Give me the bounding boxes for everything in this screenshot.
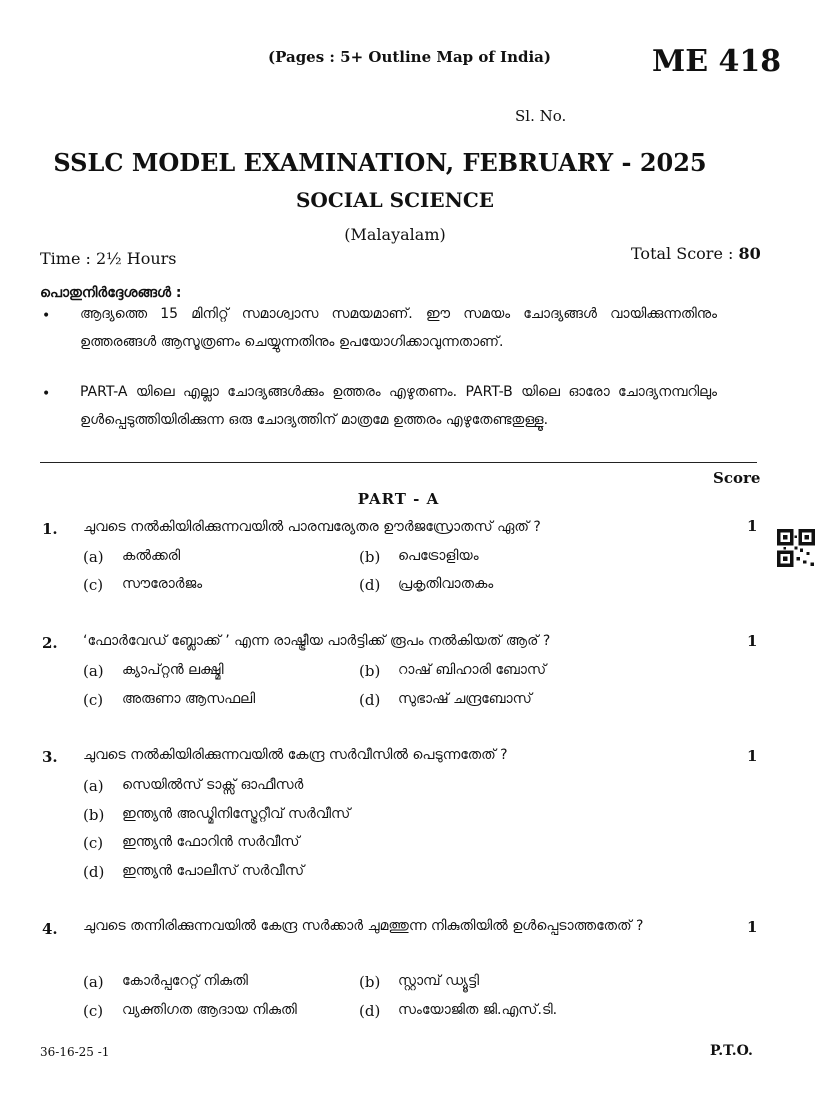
paper-code: ME 418 — [652, 44, 782, 79]
time-allowed: Time : 2½ Hours — [40, 249, 177, 268]
option-text: സെയിൽസ് ടാക്സ് ഓഫീസർ — [122, 777, 304, 793]
option-text: സംയോജിത ജി.എസ്.ടി. — [398, 1002, 558, 1018]
option-label: (a) — [83, 662, 104, 680]
option-label: (b) — [359, 973, 381, 991]
question-text: ‘ഫോർവേഡ് ബ്ലോക്ക് ’ എന്ന രാഷ്ട്രീയ പാർട്ടിക്ക് രൂപം നൽകിയത് ആര് ? — [83, 633, 551, 649]
part-heading: PART - A — [357, 490, 440, 508]
bullet-icon: • — [42, 308, 51, 324]
option-text: സ്റ്റാമ്പ് ഡ്യൂട്ടി — [398, 973, 480, 989]
option-label: (d) — [359, 1002, 381, 1020]
option-text: റാഷ് ബിഹാരി ബോസ് — [398, 662, 547, 678]
option-label: (a) — [83, 548, 104, 566]
question-text: ചുവടെ തന്നിരിക്കുന്നവയിൽ കേന്ദ്ര സർക്കാർ ചുമത്തുന്ന നികുതിയിൽ ഉൾപ്പെടാത്തതേത് ? — [83, 918, 644, 934]
option-text: അരുണാ ആസഫലി — [122, 691, 256, 707]
qr-code — [777, 529, 815, 567]
pages-note: (Pages : 5+ Outline Map of India) — [268, 48, 551, 66]
option-text: ഇന്ത്യൻ പോലീസ് സർവീസ് — [122, 863, 305, 879]
option-text: ക്യാപ്റ്റൻ ലക്ഷ്മി — [122, 662, 224, 678]
please-turn-over: P.T.O. — [710, 1043, 753, 1059]
instruction-item: PART-A യിലെ എല്ലാ ചോദ്യങ്ങൾക്കും ഉത്തരം എഴുതണം. PART-B യിലെ ഓരോ ചോദ്യനമ്പറിലും ഉൾപ്പെടുത്തിയിരിക്കുന്ന ഒരു ചോദ്യത്തിന് മാത്രമേ ഉത്തരം എഴുതേണ്ടതുള്ളൂ. — [80, 384, 717, 428]
instructions-heading: പൊതുനിർദ്ദേശങ്ങൾ : — [40, 285, 182, 301]
score-column-heading: Score — [713, 469, 761, 487]
question-score: 1 — [747, 747, 758, 765]
question-number: 2. — [42, 634, 58, 652]
question-text: ചുവടെ നൽകിയിരിക്കുന്നവയിൽ പാരമ്പര്യേതര ഊർജസ്രോതസ് ഏത് ? — [83, 519, 541, 535]
option-label: (b) — [359, 548, 381, 566]
question-score: 1 — [747, 918, 758, 936]
exam-title: SSLC MODEL EXAMINATION, FEBRUARY - 2025 — [53, 148, 707, 177]
option-label: (a) — [83, 777, 104, 795]
option-text: സുഭാഷ് ചന്ദ്രബോസ് — [398, 691, 532, 707]
bullet-icon: • — [42, 386, 51, 402]
question-number: 1. — [42, 520, 58, 538]
question-text: ചുവടെ നൽകിയിരിക്കുന്നവയിൽ കേന്ദ്ര സർവീസിൽ പെടുന്നതേത് ? — [83, 747, 508, 763]
option-text: പെട്രോളിയം — [398, 548, 479, 564]
question-number: 3. — [42, 748, 58, 766]
option-label: (b) — [359, 662, 381, 680]
option-text: കോർപ്പറേറ്റ് നികുതി — [122, 973, 248, 989]
medium-label: (Malayalam) — [344, 225, 446, 244]
option-label: (d) — [83, 863, 105, 881]
total-score — [631, 244, 761, 263]
option-text: വ്യക്തിഗത ആദായ നികുതി — [122, 1002, 297, 1018]
question-score: 1 — [747, 632, 758, 650]
option-label: (a) — [83, 973, 104, 991]
print-code: 36-16-25 -1 — [40, 1045, 110, 1059]
subject-title: SOCIAL SCIENCE — [295, 188, 495, 212]
instruction-item: ആദ്യത്തെ 15 മിനിറ്റ് സമാശ്വാസ സമയമാണ്. ഈ സമയം ചോദ്യങ്ങൾ വായിക്കുന്നതിനും ഉത്തരങ്ങൾ ആസൂത്രണം ചെയ്യുന്നതിനും ഉപയോഗിക്കാവുന്നതാണ്. — [80, 306, 717, 350]
option-label: (c) — [83, 576, 104, 594]
option-text: പ്രകൃതിവാതകം — [398, 576, 494, 592]
option-text: ഇന്ത്യൻ ഫോറിൻ സർവീസ് — [122, 834, 300, 850]
total-score-label: Total Score : — [631, 244, 739, 263]
option-label: (d) — [359, 691, 381, 709]
section-divider — [40, 462, 757, 463]
option-label: (c) — [83, 691, 104, 709]
serial-number-label: Sl. No. — [515, 107, 567, 125]
option-text: ഇന്ത്യൻ അഡ്മിനിസ്ട്രേറ്റീവ് സർവീസ് — [122, 806, 351, 822]
question-score: 1 — [747, 517, 758, 535]
option-label: (d) — [359, 576, 381, 594]
total-score-value: 80 — [738, 244, 761, 263]
question-number: 4. — [42, 920, 58, 938]
option-label: (c) — [83, 834, 104, 852]
option-text: കൽക്കരി — [122, 548, 181, 564]
option-label: (b) — [83, 806, 105, 824]
option-text: സൗരോർജം — [122, 576, 203, 592]
option-label: (c) — [83, 1002, 104, 1020]
